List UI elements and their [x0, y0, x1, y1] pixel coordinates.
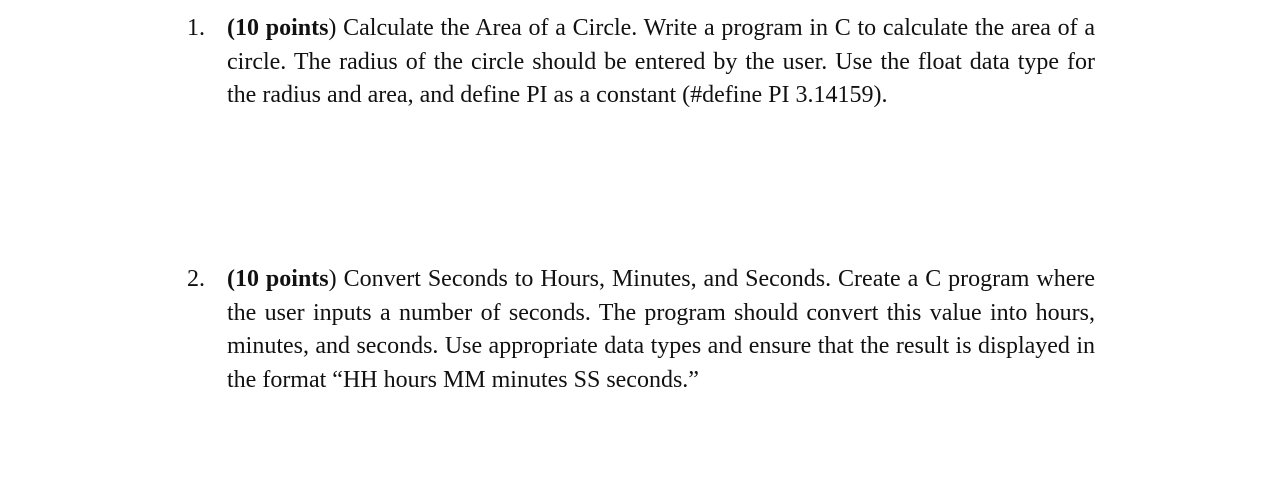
question-number: 1.	[187, 15, 205, 41]
points-open: (	[227, 15, 235, 41]
question-number: 2.	[187, 266, 205, 292]
points-label: 10 points	[235, 266, 329, 292]
question-text	[227, 12, 1095, 113]
question-body: ) Convert Seconds to Hours, Minutes, and Seconds. Create a C program where the user inputs a number of seconds. The program should convert this value into hours, minutes, and seconds. Use appropriate data types and ensure that the result is displayed in the format “HH hours MM minutes SS seconds.”	[227, 266, 1096, 393]
question-text	[227, 263, 1095, 397]
points-label: 10 points	[235, 15, 329, 41]
question-body: ) Calculate the Area of a Circle. Write a program in C to calculate the area of a circle. The radius of the circle should be entered by the user. Use the float data type for the radius and area, and define PI as a constant (#define PI 3.14159).	[227, 15, 1095, 108]
points-open: (	[227, 266, 235, 292]
